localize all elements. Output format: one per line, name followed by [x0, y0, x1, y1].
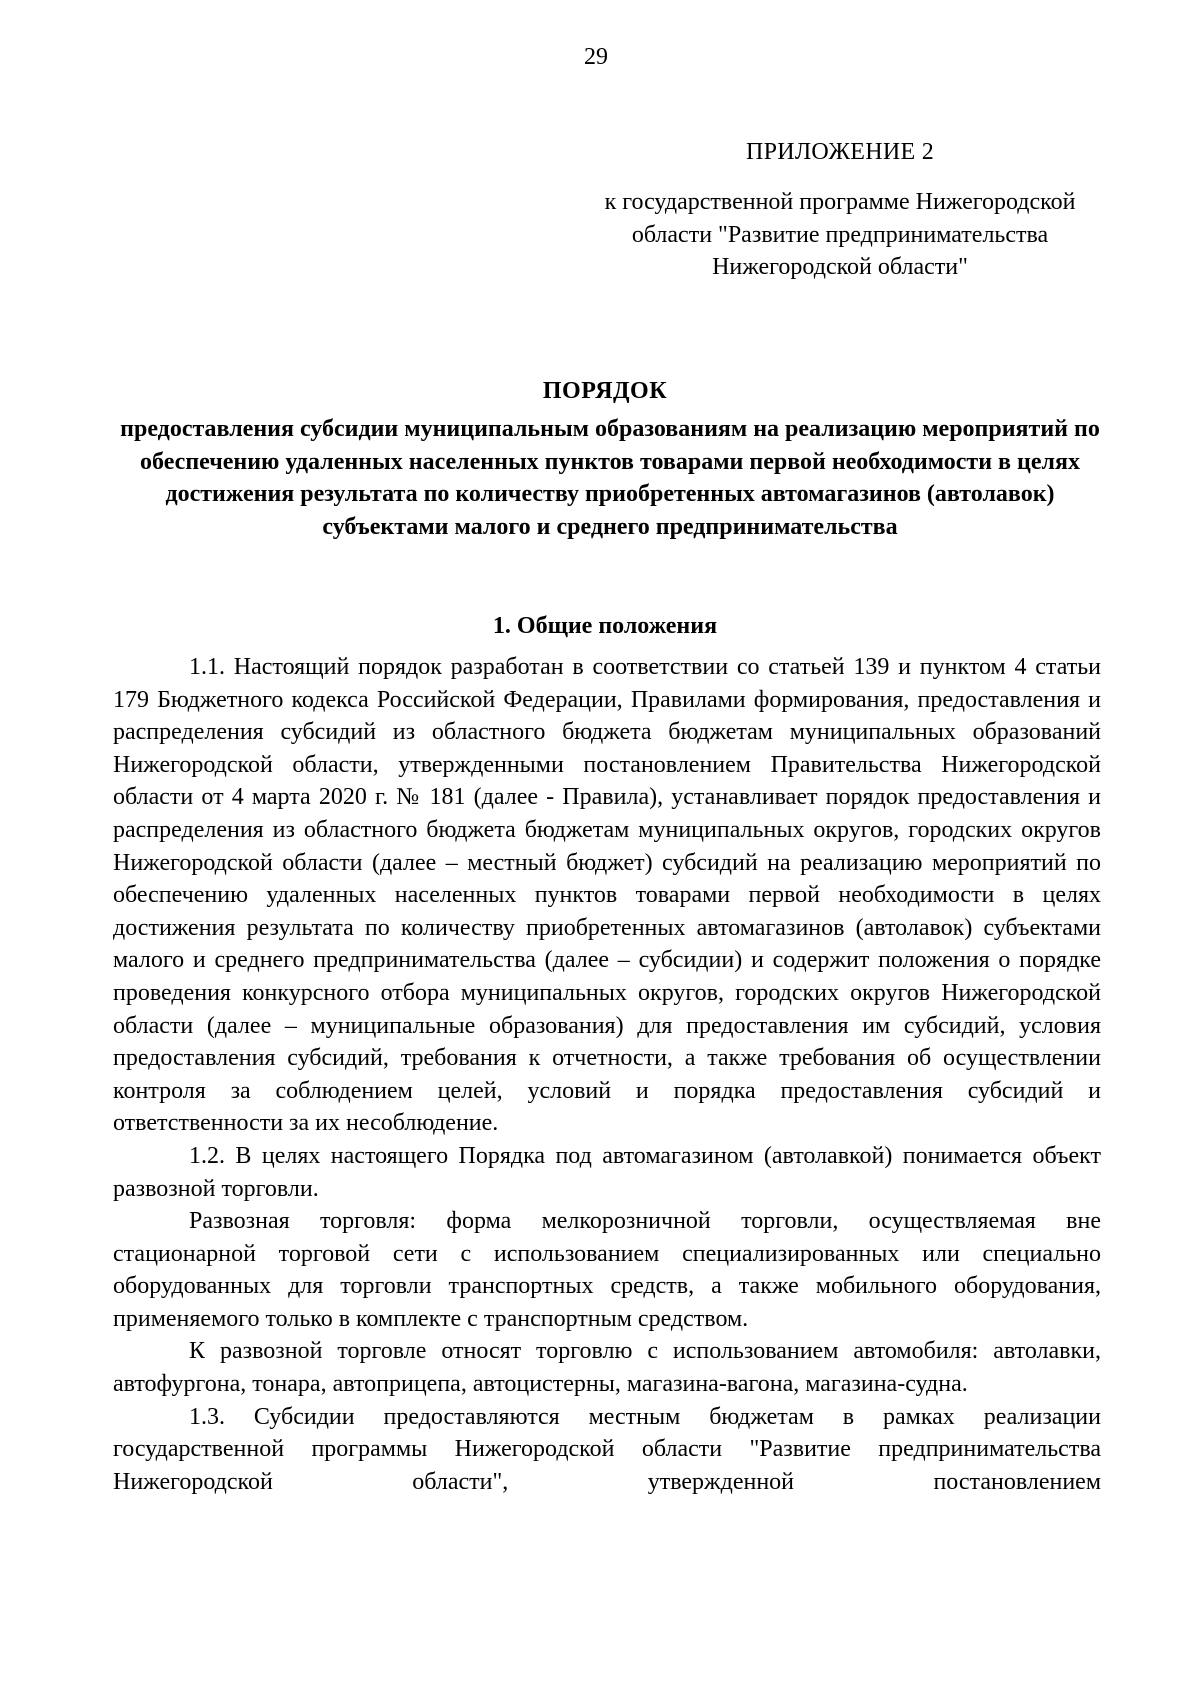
appendix-title: ПРИЛОЖЕНИЕ 2	[745, 139, 935, 165]
paragraph-1-2: 1.2. В целях настоящего Порядка под автомагазином (автолавкой) понимается объект развозной торговли.	[113, 1142, 1101, 1202]
paragraph-mobile-trade-types: К развозной торговле относят торговлю с использованием автомобиля: автолавки, автофургона, тонара, автоприцепа, автоцистерны, магазина-вагона, магазина-судна.	[113, 1338, 1101, 1398]
page-number: 29	[584, 44, 608, 70]
section-body	[113, 651, 1101, 1498]
paragraph-1-3: 1.3. Субсидии предоставляются местным бюджетам в рамках реализации государственной программы Нижегородской области "Развитие предпринимательства Нижегородской области", утвержденной постановлением	[113, 1403, 1101, 1495]
section-heading: 1. Общие положения	[492, 613, 718, 639]
paragraph-1-1: 1.1. Настоящий порядок разработан в соответствии со статьей 139 и пунктом 4 статьи 179 Бюджетного кодекса Российской Федерации, Правилами формирования, предоставления и распределения субсидий из областного бюджета бюджетам муниципальных образований Нижегородской области, утвержденными постановлением Правительства Нижегородской области от 4 марта 2020 г. № 181 (далее - Правила), устанавливает порядок предоставления и распределения из областного бюджета бюджетам муниципальных округов, городских округов Нижегородской области (далее – местный бюджет) субсидий на реализацию мероприятий по обеспечению удаленных населенных пунктов товарами первой необходимости в целях достижения результата по количеству приобретенных автомагазинов (автолавок) субъектами малого и среднего предпринимательства (далее – субсидии) и содержит положения о порядке проведения конкурсного отбора муниципальных округов, городских округов Нижегородской области (далее – муниципальные образования) для предоставления им субсидий, условия предоставления субсидий, требования к отчетности, а также требования об осуществлении контроля за соблюдением целей, условий и порядка предоставления субсидий и ответственности за их несоблюдение.	[113, 654, 1101, 1137]
document-subtitle: предоставления субсидии муниципальным образованиям на реализацию мероприятий по обеспечению удаленных населенных пунктов товарами первой необходимости в целях достижения результата по количеству приобретенных автомагазинов (автолавок) субъектами малого и среднего предпринимательства	[120, 416, 1100, 540]
document-title: ПОРЯДОК	[542, 378, 668, 404]
paragraph-mobile-trade-definition: Развозная торговля: форма мелкорозничной торговли, осуществляемая вне стационарной торговой сети с использованием специализированных или специально оборудованных для торговли транспортных средств, а также мобильного оборудования, применяемого только в комплекте с транспортным средством.	[113, 1208, 1101, 1332]
appendix-subtitle: к государственной программе Нижегородской области "Развитие предпринимательства Нижегородской области"	[604, 189, 1076, 280]
